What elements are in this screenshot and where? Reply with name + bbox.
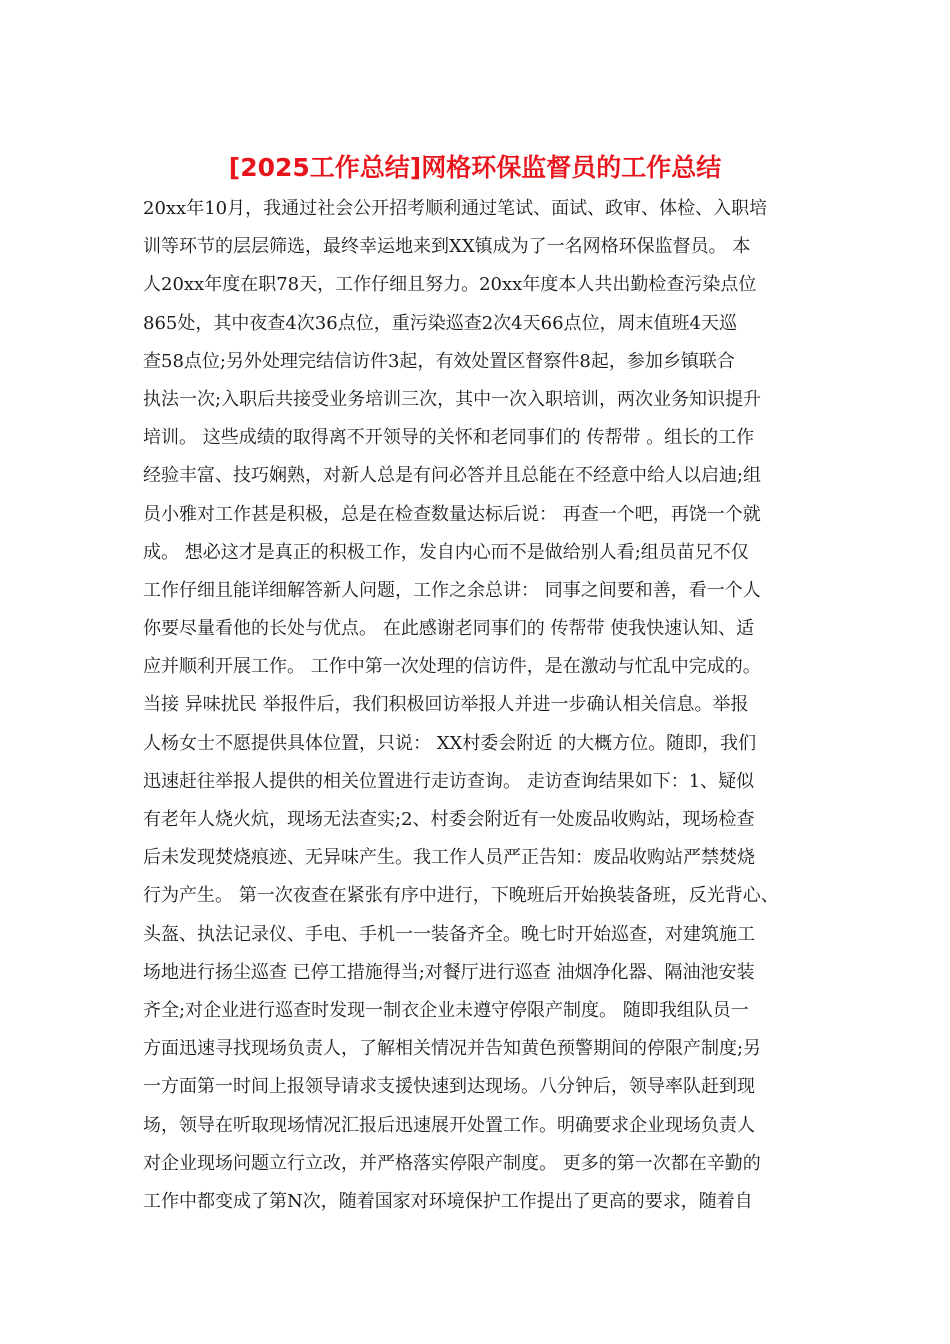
document-body <box>143 190 823 1221</box>
text-line: 你要尽量看他的长处与优点。 在此感谢老同事们的 传帮带 使我快速认知、适 <box>143 618 755 640</box>
text-line: 训等环节的层层筛选，最终幸运地来到XX镇成为了一名网格环保监督员。 本 <box>143 236 751 258</box>
text-line: 场地进行扬尘巡查 已停工措施得当;对餐厅进行巡查 油烟净化器、隔油池安装 <box>143 961 755 983</box>
text-line: 对企业现场问题立行立改，并严格落实停限产制度。 更多的第一次都在辛勤的 <box>143 1152 761 1174</box>
text-line: 查58点位;另外处理完结信访件3起，有效处置区督察件8起，参加乡镇联合 <box>143 350 735 372</box>
document-title: [2025工作总结]网格环保监督员的工作总结 <box>228 153 722 182</box>
text-line: 齐全;对企业进行巡查时发现一制衣企业未遵守停限产制度。 随即我组队员一 <box>143 999 749 1021</box>
text-line: 后未发现焚烧痕迹、无异味产生。我工作人员严正告知：废品收购站严禁焚烧 <box>143 847 755 869</box>
text-line: 行为产生。 第一次夜查在紧张有序中进行，下晚班后开始换装备班，反光背心、 <box>143 885 779 907</box>
text-line: 场，领导在听取现场情况汇报后迅速展开处置工作。明确要求企业现场负责人 <box>143 1114 755 1136</box>
text-line: 应并顺利开展工作。 工作中第一次处理的信访件，是在激动与忙乱中完成的。 <box>143 656 761 678</box>
text-line: 一方面第一时间上报领导请求支援快速到达现场。八分钟后，领导率队赶到现 <box>143 1076 755 1098</box>
text-line: 人20xx年度在职78天，工作仔细且努力。20xx年度本人共出勤检查污染点位 <box>143 274 757 296</box>
text-line: 865处，其中夜查4次36点位，重污染巡查2次4天66点位，周末值班4天巡 <box>143 312 737 334</box>
text-line: 工作中都变成了第N次，随着国家对环境保护工作提出了更高的要求，随着自 <box>143 1190 753 1212</box>
text-line: 20xx年10月，我通过社会公开招考顺利通过笔试、面试、政审、体检、入职培 <box>143 198 768 219</box>
text-line: 人杨女士不愿提供具体位置，只说： XX村委会附近 的大概方位。随即，我们 <box>143 732 757 754</box>
text-line: 头盔、执法记录仪、手电、手机一一装备齐全。晚七时开始巡查，对建筑施工 <box>143 923 755 945</box>
text-line: 执法一次;入职后共接受业务培训三次，其中一次入职培训，两次业务知识提升 <box>143 388 762 410</box>
text-line: 成。 想必这才是真正的积极工作，发自内心而不是做给别人看;组员苗兄不仅 <box>143 541 749 563</box>
text-line: 经验丰富、技巧娴熟，对新人总是有问必答并且总能在不经意中给人以启迪;组 <box>143 465 762 487</box>
text-line: 工作仔细且能详细解答新人问题，工作之余总讲： 同事之间要和善，看一个人 <box>143 579 761 601</box>
text-line: 方面迅速寻找现场负责人，了解相关情况并告知黄色预警期间的停限产制度;另 <box>143 1038 762 1060</box>
text-line: 迅速赶往举报人提供的相关位置进行走访查询。 走访查询结果如下：1、疑似 <box>143 770 755 792</box>
text-line: 培训。 这些成绩的取得离不开领导的关怀和老同事们的 传帮带 。组长的工作 <box>143 427 755 449</box>
text-line: 有老年人烧火炕，现场无法查实;2、村委会附近有一处废品收购站，现场检查 <box>143 809 755 830</box>
text-line: 员小雅对工作甚是积极，总是在检查数量达标后说： 再查一个吧，再饶一个就 <box>143 503 761 525</box>
text-line: 当接 异味扰民 举报件后，我们积极回访举报人并进一步确认相关信息。举报 <box>143 694 749 716</box>
